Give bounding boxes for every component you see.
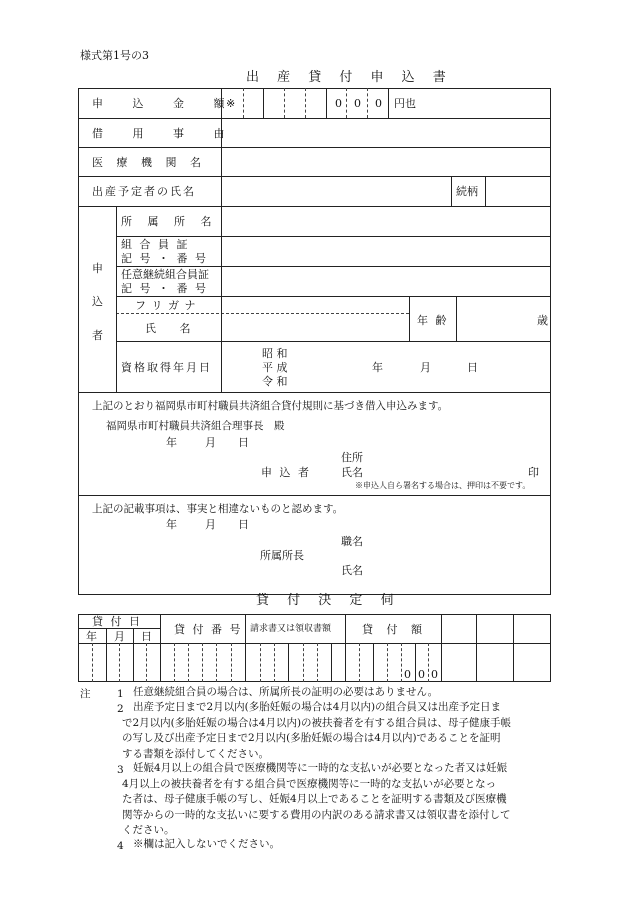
loan-date-unit: 月 [114,630,125,643]
date-unit: 年 [372,361,383,374]
seal-mark: 印 [528,466,539,479]
member-cert-field[interactable] [222,237,550,265]
loan-date-unit: 日 [141,630,152,643]
applicant-label: 申 込 者 [261,466,311,479]
institution-field[interactable] [222,148,550,175]
loan-date-label: 貸 付 日 [92,615,142,628]
era-showa: 昭 和 [262,347,288,360]
loan-number-label: 貸 付 番 号 [174,623,243,636]
invoice-amount-label: 請求書又は領収書額 [250,624,332,634]
date-unit: 日 [238,518,249,531]
expectant-name-field[interactable] [222,177,450,205]
age-field[interactable] [457,297,537,340]
applicant-side-label: 込 [92,295,103,308]
applicant-side-label: 者 [92,329,103,342]
note-number: 3 [117,764,124,776]
furigana-field[interactable] [222,297,408,312]
reason-field[interactable] [222,119,550,146]
office-head-label: 所属所長 [260,549,304,562]
relation-label: 続柄 [456,185,478,198]
note-number: 4 [117,840,124,852]
date-unit: 年 [166,518,177,531]
note-item-1: 任意継続組合員の場合は、所属所長の証明の必要はありません。 [133,686,439,698]
amount-digit: 0 [375,97,382,110]
amount-digit: 0 [354,97,361,110]
note-number: 1 [117,688,124,700]
note-item-4: ※欄は記入しないでください。 [133,838,280,850]
applicant-name-field[interactable] [222,314,408,340]
sign-note: ※申込人自ら署名する場合は、押印は不要です。 [355,481,531,490]
era-reiwa: 令 和 [262,375,288,388]
age-label: 年 齢 [417,314,447,327]
applicant-side-label: 申 [92,262,103,275]
date-unit: 月 [205,436,216,449]
addressee: 福岡県市町村職員共済組合理事長 殿 [106,420,285,432]
institution-label: 医 療 機 関 名 [92,156,203,169]
job-title-label: 職名 [341,535,363,548]
voluntary-cert-label: 任意継続組合員証 [121,268,209,281]
certifier-name-label: 氏名 [341,564,363,577]
loan-date-unit: 年 [86,630,97,643]
member-cert-label: 記 号 ・ 番 号 [121,252,206,265]
furigana-label: フ リ ガ ナ [135,299,196,312]
amount-unit: 円也 [394,97,416,110]
notes-prefix: 注 [80,688,91,700]
voluntary-cert-label: 記 号 ・ 番 号 [121,282,206,295]
loan-amount-label: 貸 付 額 [362,623,424,636]
date-unit: 日 [238,436,249,449]
reason-label: 借 用 事 由 [92,127,227,140]
loan-amount-digit: 0 [404,668,411,681]
amount-digit: 0 [335,97,342,110]
applicant-name-sign-label: 氏名 [341,466,363,479]
date-unit: 年 [166,436,177,449]
date-unit: 月 [205,518,216,531]
date-unit: 月 [420,361,431,374]
date-unit: 日 [467,361,478,374]
qualified-date-label: 資格取得年月日 [121,361,212,374]
age-unit: 歳 [537,314,548,327]
decision-title: 貸 付 決 定 伺 [256,593,401,608]
expectant-name-label: 出産予定者の氏名 [92,185,196,198]
member-cert-label: 組 合 員 証 [121,238,188,251]
affiliation-field[interactable] [222,207,550,235]
loan-amount-digit: 0 [418,668,425,681]
note-item-2: 出産予定日まで2月以内(多胎妊娠の場合は4月以内)の組合員又は出産予定日ま で2月以内(多胎妊娠の場合は4月以内)の被扶養者を有する組合員は、母子健康手帳 の写し及び出産予定日まで2月以内(多胎妊娠の場合は4月以内)であることを証明 する書類を添付してください。 [122,701,512,760]
amount-label: 申 込 金 額 [92,97,227,110]
form-number: 様式第1号の3 [80,49,149,62]
certification-statement: 上記の記載事項は、事実と相違ないものと認めます。 [92,503,344,515]
address-label: 住所 [341,451,363,464]
affiliation-label: 所 属 所 名 [121,215,214,228]
note-item-3: 妊娠4月以上の組合員で医療機関等に一時的な支払いが必要となった者又は妊娠 4月以上の被扶養者を有する組合員で医療機関等に一時的な支払いが必要となっ た者は、母子健康手帳の写し、妊娠4月以上であることを証明する書類及び医療機 関等からの一時的な支払いに要する費用の内訳のある請求書又は領収書を添付して ください。 [122,762,511,836]
form-title: 出 産 貸 付 申 込 書 [246,70,453,85]
note-number: 2 [117,703,124,715]
loan-amount-digit: 0 [431,668,438,681]
application-statement: 上記のとおり福岡県市町村職員共済組合貸付規則に基づき借入申込みます。 [92,400,449,412]
applicant-name-label: 氏 名 [145,322,191,335]
voluntary-cert-field[interactable] [222,267,550,295]
amount-mark: ※ [226,97,236,110]
era-heisei: 平 成 [262,361,288,374]
relation-field[interactable] [486,177,550,205]
